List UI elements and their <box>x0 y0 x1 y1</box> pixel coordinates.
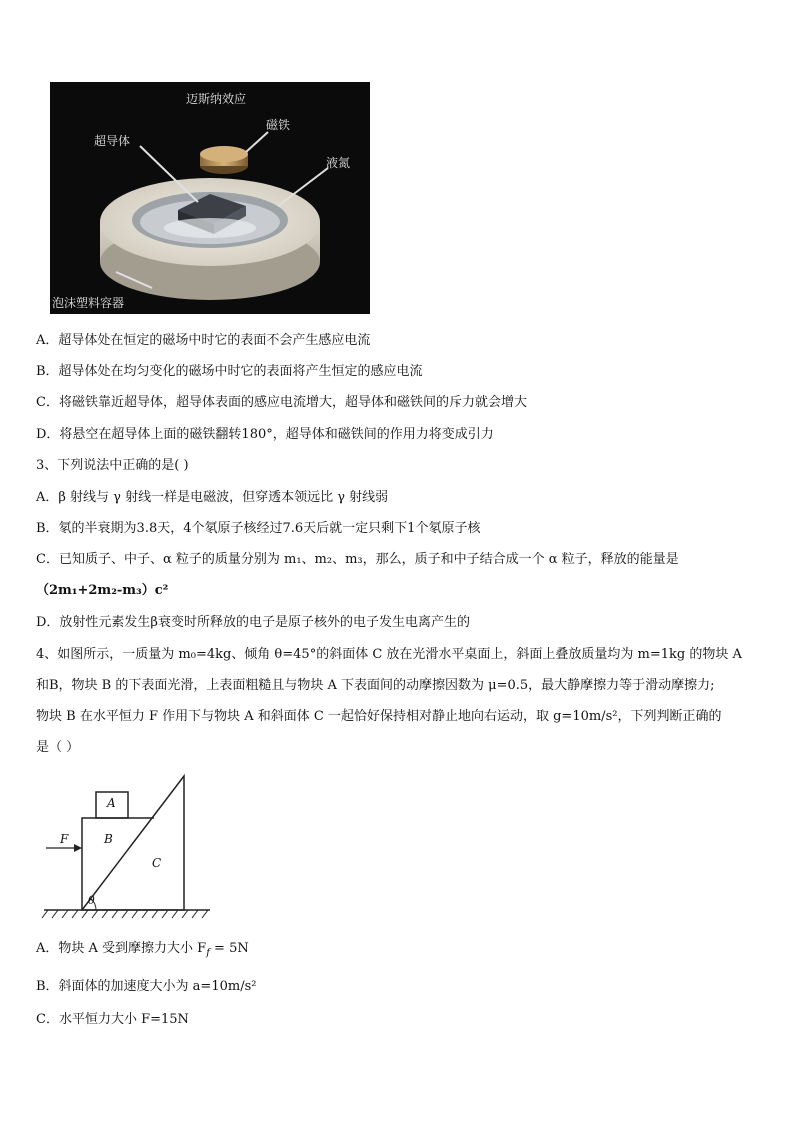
q4-option-a-text: A．物块 A 受到摩擦力大小 F <box>36 941 207 956</box>
photo-illustration <box>50 82 370 314</box>
q4-option-b: B．斜面体的加速度大小为 a=10m/s² <box>36 979 257 994</box>
q3-option-a: A．β 射线与 γ 射线一样是电磁波，但穿透本领远比 γ 射线弱 <box>36 490 389 505</box>
q3-option-d: D．放射性元素发生β衰变时所释放的电子是原子核外的电子发生电离产生的 <box>36 615 470 630</box>
q3-option-c-line2: （2m₁+2m₂-m₃）c² <box>36 583 169 598</box>
fig-label-f: F <box>60 832 69 846</box>
q4-option-c: C．水平恒力大小 F=15N <box>36 1012 189 1027</box>
fig-label-c: C <box>152 856 162 870</box>
q2-option-d: D．将悬空在超导体上面的磁铁翻转180°，超导体和磁铁间的作用力将变成引力 <box>36 427 494 442</box>
q2-option-b: B．超导体处在均匀变化的磁场中时它的表面将产生恒定的感应电流 <box>36 364 423 379</box>
label-container: 泡沫塑料容器 <box>52 296 125 310</box>
q4-option-a <box>36 940 249 963</box>
q2-option-c: C．将磁铁靠近超导体，超导体表面的感应电流增大，超导体和磁铁间的斥力就会增大 <box>36 395 527 410</box>
q3-option-b: B．氡的半衰期为3.8天，4个氡原子核经过7.6天后就一定只剩下1个氡原子核 <box>36 521 481 536</box>
q2-option-a: A．超导体处在恒定的磁场中时它的表面不会产生感应电流 <box>36 333 371 348</box>
label-magnet: 磁铁 <box>266 118 291 132</box>
meissner-effect-photo <box>50 82 370 314</box>
fig-label-theta: θ <box>88 894 95 907</box>
q3-option-c-line1: C．已知质子、中子、α 粒子的质量分别为 m₁、m₂、m₃，那么，质子和中子结合成一个 α 粒子，释放的能量是 <box>36 552 679 567</box>
q4-stem-line3: 物块 B 在水平恒力 F 作用下与物块 A 和斜面体 C 一起恰好保持相对静止地向右运动，取 g=10m/s²，下列判断正确的 <box>36 709 722 724</box>
q4-option-a-subscript: f <box>206 947 210 959</box>
label-superconductor: 超导体 <box>94 134 131 148</box>
q4-stem-line2: 和B，物块 B 的下表面光滑，上表面粗糙且与物块 A 下表面间的动摩擦因数为 μ=0.5，最大静摩擦力等于滑动摩擦力; <box>36 678 715 693</box>
q3-stem: 3、下列说法中正确的是( ) <box>36 458 189 473</box>
fig-label-a: A <box>107 796 116 810</box>
q4-option-a-tail: = 5N <box>209 941 249 956</box>
photo-title: 迈斯纳效应 <box>186 92 247 106</box>
fig-label-b: B <box>104 832 113 846</box>
label-liquid-nitrogen: 液氮 <box>326 156 351 170</box>
q4-stem-line1: 4、如图所示，一质量为 m₀=4kg、倾角 θ=45°的斜面体 C 放在光滑水平桌面上，斜面上叠放质量均为 m=1kg 的物块 A <box>36 647 742 662</box>
q4-stem-line4: 是（ ） <box>36 740 80 755</box>
incline-figure <box>38 770 218 924</box>
